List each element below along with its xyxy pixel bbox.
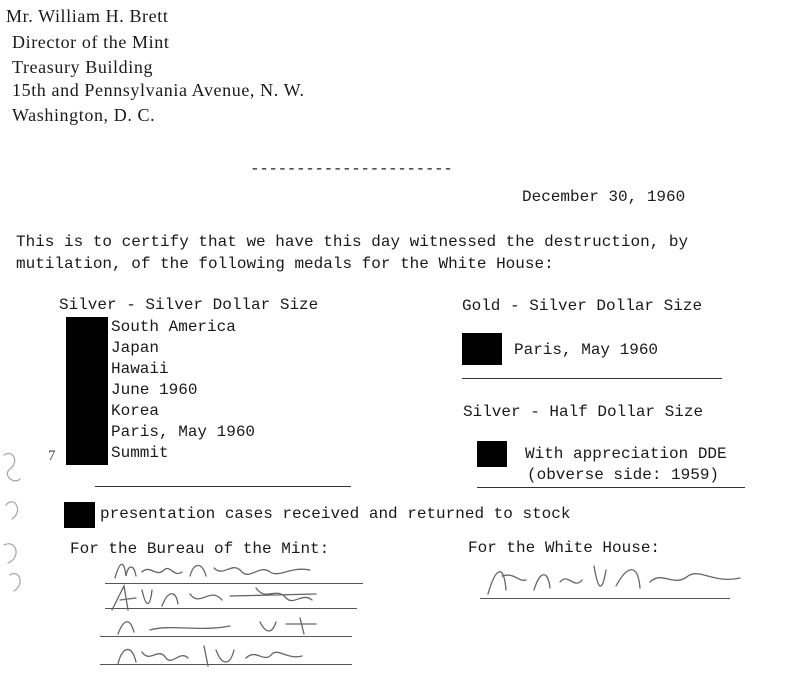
bureau-signature-label: For the Bureau of the Mint: bbox=[70, 540, 330, 558]
intro-line-2: mutilation, of the following medals for the White House: bbox=[16, 255, 554, 273]
half-item-line-1: With appreciation DDE bbox=[525, 445, 727, 463]
left-section-rule bbox=[95, 486, 351, 487]
addressee-building: Treasury Building bbox=[12, 57, 154, 77]
gold-dollar-heading: Gold - Silver Dollar Size bbox=[462, 297, 703, 315]
list-item: Japan bbox=[111, 339, 160, 357]
intro-line-1: This is to certify that we have this day witnessed the destruction, by bbox=[16, 233, 689, 251]
handwritten-signature bbox=[110, 612, 330, 640]
redaction-block-gold bbox=[462, 333, 502, 365]
handwritten-signature bbox=[478, 560, 748, 600]
handwritten-signature bbox=[112, 640, 312, 670]
addressee-name: Mr. William H. Brett bbox=[6, 6, 169, 26]
cases-statement: presentation cases received and returned to stock bbox=[100, 505, 571, 523]
silver-dollar-heading: Silver - Silver Dollar Size bbox=[59, 296, 319, 314]
list-item: June 1960 bbox=[111, 381, 198, 399]
addressee-city: Washington, D. C. bbox=[12, 105, 156, 125]
handwritten-signature bbox=[106, 582, 326, 616]
list-item: Paris, May 1960 bbox=[111, 423, 256, 441]
list-item: Summit bbox=[111, 444, 169, 462]
gold-item: Paris, May 1960 bbox=[514, 341, 659, 359]
margin-scribble bbox=[0, 445, 46, 595]
redaction-block-left-list bbox=[66, 317, 108, 465]
gold-section-rule bbox=[462, 378, 722, 379]
redaction-block-half bbox=[477, 441, 507, 467]
list-item: Hawaii bbox=[111, 360, 169, 378]
addressee-title: Director of the Mint bbox=[12, 32, 170, 52]
margin-check-mark: 7 bbox=[48, 448, 56, 464]
letter-date: December 30, 1960 bbox=[522, 188, 686, 206]
white-house-signature-label: For the White House: bbox=[468, 539, 661, 557]
list-item: South America bbox=[111, 318, 236, 336]
list-item: Korea bbox=[111, 402, 160, 420]
half-item-line-2: (obverse side: 1959) bbox=[527, 466, 720, 484]
redaction-block-cases bbox=[64, 502, 95, 528]
addressee-street: 15th and Pennsylvania Avenue, N. W. bbox=[12, 80, 305, 100]
half-section-rule bbox=[477, 487, 745, 488]
half-dollar-heading: Silver - Half Dollar Size bbox=[463, 403, 704, 421]
separator-line: ---------------------- bbox=[250, 160, 453, 178]
